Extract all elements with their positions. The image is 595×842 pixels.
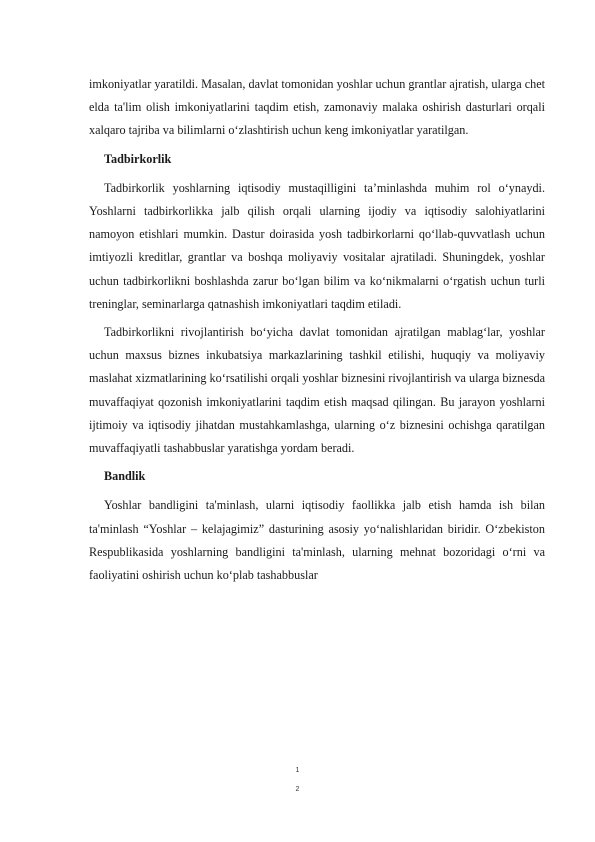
page-number: 1	[295, 767, 300, 774]
page-number: 2	[295, 786, 300, 793]
intro-paragraph: imkoniyatlar yaratildi. Masalan, davlat tomonidan yoshlar uchun grantlar ajratish, ularga chet elda ta'lim olish imkoniyatlarini taqdim etish, zamonaviy malaka oshirish dasturlari orqali xalqaro tajriba va bilimlarni o‘zlashtirish uchun keng imkoniyatlar yaratilgan.	[89, 77, 545, 138]
body-text	[89, 73, 545, 587]
tadbirkorlik-paragraph-2: Tadbirkorlikni rivojlantirish bo‘yicha davlat tomonidan ajratilgan mablag‘lar, yoshlar uchun maxsus biznes inkubatsiya markazlarining tashkil etilishi, huquqiy va moliyaviy maslahat xizmatlarining ko‘rsatilishi orqali yoshlar biznesini rivojlantirish va ularga biznesda muvaffaqiyat qozonish imkoniyatlarini taqdim etish maqsad qilingan. Bu jarayon yoshlarni ijtimoiy va iqtisodiy jihatdan mustahkamlashga, ularning o‘z biznesini ochishga qaratilgan muvaffaqiyatli tashabbuslar yaratishga yordam beradi.	[89, 325, 545, 456]
tadbirkorlik-paragraph-1: Tadbirkorlik yoshlarning iqtisodiy mustaqilligini ta’minlashda muhim rol o‘ynaydi. Yoshlarni tadbirkorlikka jalb qilish orqali ularning ijodiy va iqtisodiy salohiyatlarini namoyon etishlari mumkin. Dastur doirasida yosh tadbirkorlarni qo‘llab-quvvatlash uchun imtiyozli kreditlar, grantlar va boshqa moliyaviy vositalar ajratiladi. Shuningdek, yoshlar uchun tadbirkorlikni boshlashda zarur bo‘lgan bilim va ko‘nikmalarni o‘rgatish uchun turli treninglar, seminarlarga qatnashish imkoniyatlari taqdim etiladi.	[89, 180, 545, 311]
bandlik-paragraph-1: Yoshlar bandligini ta'minlash, ularni iqtisodiy faollikka jalb etish hamda ish bilan ta'minlash “Yoshlar – kelajagimiz” dasturining asosiy yo‘nalishlaridan biridir. O‘zbekiston Respublikasida yoshlarning bandligini ta'minlash, ularning mehnat bozoridagi o‘rni va faoliyatini oshirish uchun ko‘plab tashabbuslar	[89, 498, 545, 583]
section-heading-bandlik: Bandlik	[104, 469, 146, 484]
page-number-footer	[0, 761, 595, 799]
section-heading-tadbirkorlik: Tadbirkorlik	[104, 151, 172, 166]
